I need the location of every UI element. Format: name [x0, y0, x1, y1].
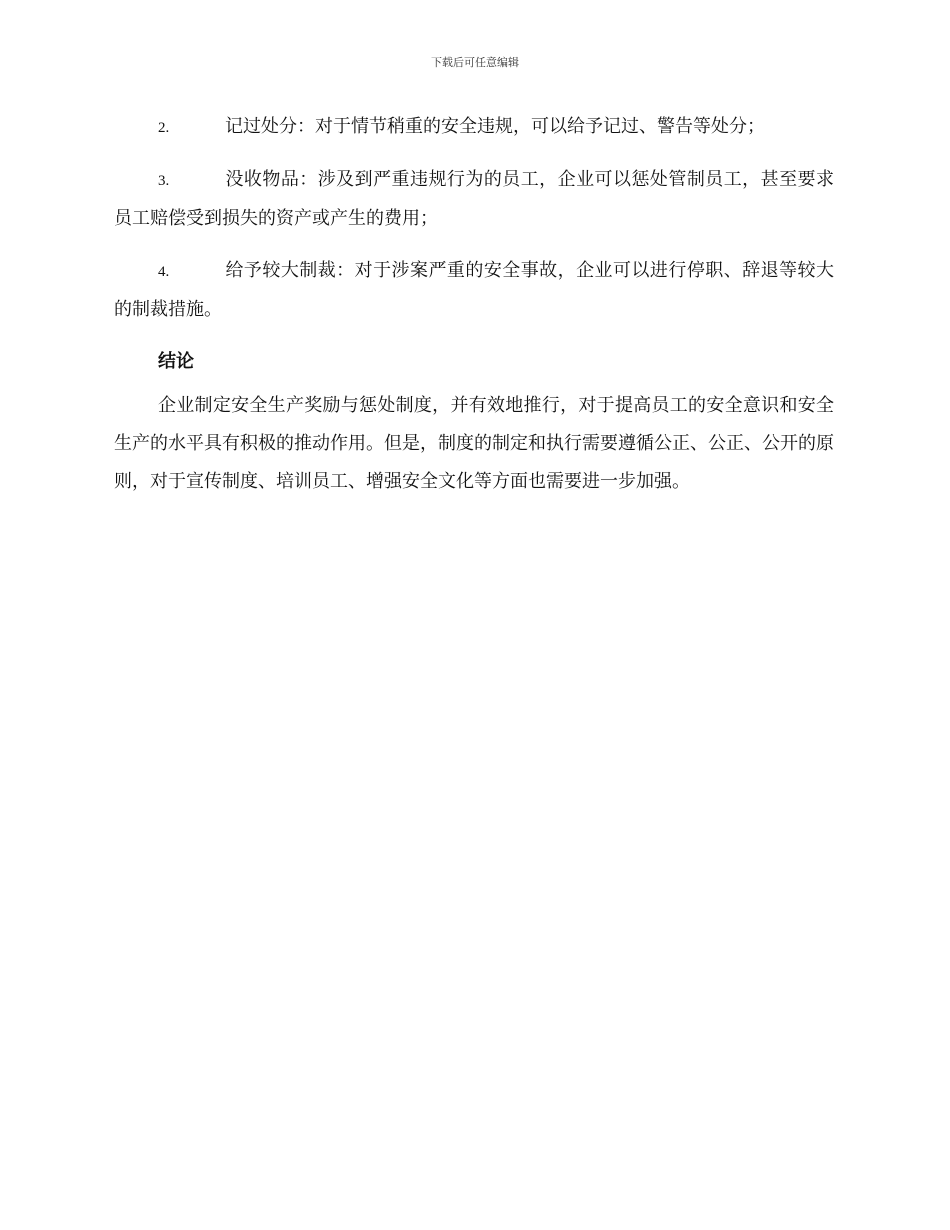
page-header: 下载后可任意编辑 [431, 56, 519, 69]
list-item-2 [114, 108, 834, 147]
list-item-number: 2. [158, 120, 170, 136]
list-item-number: 4. [158, 264, 170, 280]
list-item-3 [114, 161, 834, 238]
document-body [114, 108, 834, 501]
list-item-4 [114, 252, 834, 329]
list-item-text: 给予较大制裁：对于涉案严重的安全事故，企业可以进行停职、辞退等较大的制裁措施。 [114, 260, 834, 320]
conclusion-paragraph: 企业制定安全生产奖励与惩处制度，并有效地推行，对于提高员工的安全意识和安全生产的水平具有积极的推动作用。但是，制度的制定和执行需要遵循公正、公正、公开的原则，对于宣传制度、培训员工、增强安全文化等方面也需要进一步加强。 [114, 395, 834, 492]
list-item-number: 3. [158, 173, 170, 189]
list-item-text: 记过处分：对于情节稍重的安全违规，可以给予记过、警告等处分； [225, 116, 765, 137]
conclusion-heading: 结论 [158, 351, 194, 372]
list-item-text: 没收物品：涉及到严重违规行为的员工，企业可以惩处管制员工，甚至要求员工赔偿受到损失的资产或产生的费用； [114, 169, 834, 229]
